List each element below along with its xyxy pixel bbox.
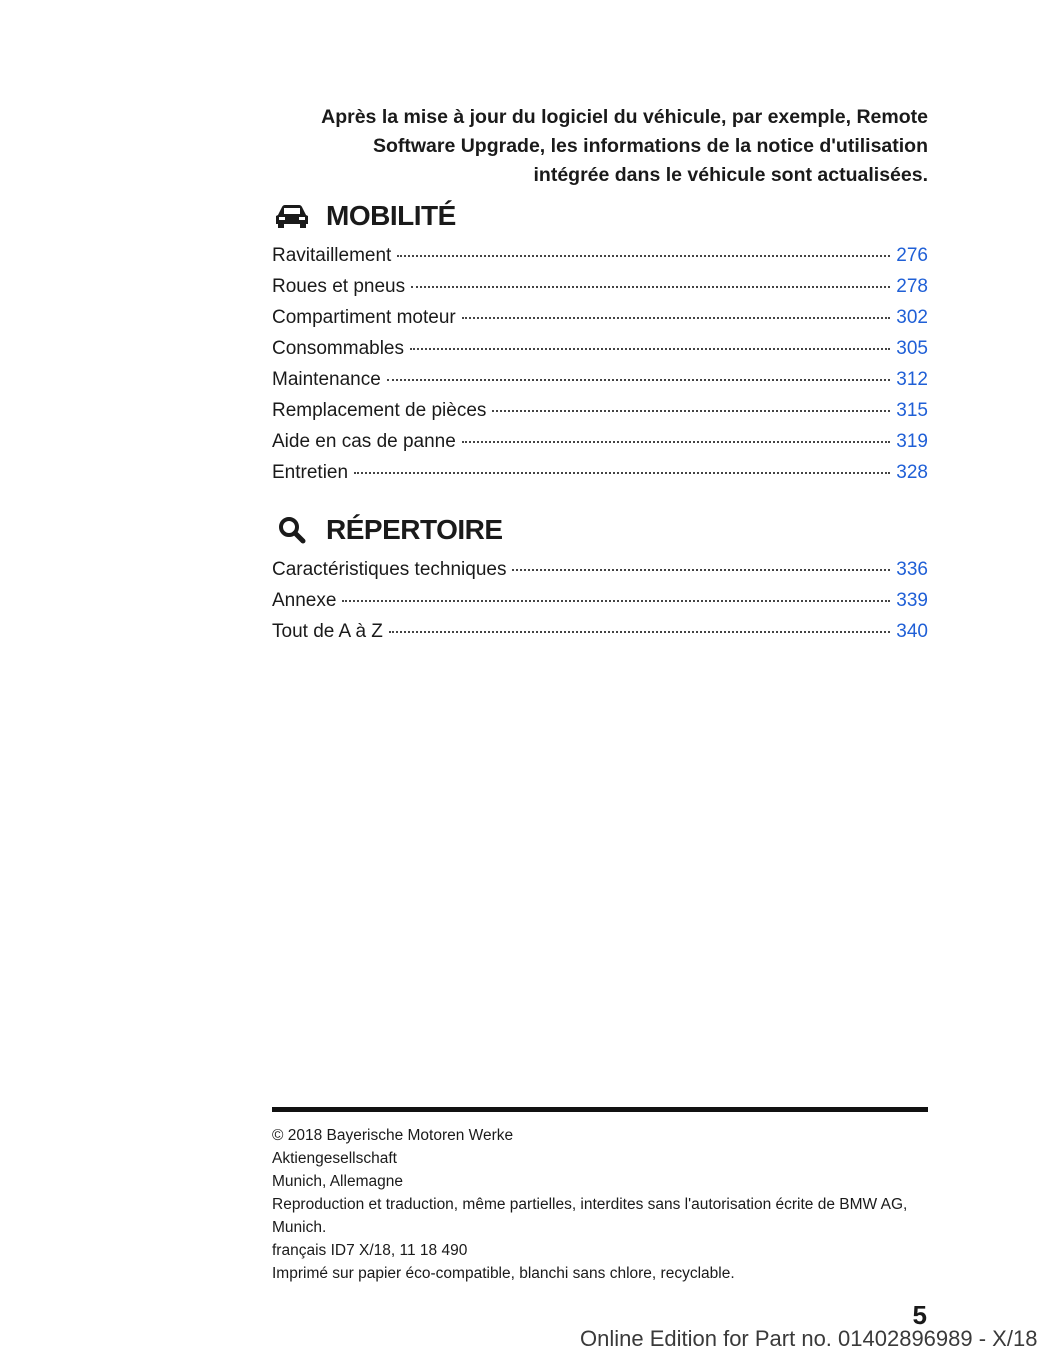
toc-entry-label: Remplacement de pièces <box>272 400 487 421</box>
toc-entry[interactable] <box>272 585 928 616</box>
imprint-line: Munich, Allemagne <box>272 1173 403 1190</box>
footer-watermark: Online Edition for Part no. 01402896989 - X/18 <box>580 1326 1037 1351</box>
toc-page-link[interactable]: 340 <box>896 621 928 642</box>
toc-page-link[interactable]: 319 <box>896 431 928 452</box>
dot-leader <box>410 346 890 350</box>
imprint-line: français ID7 X/18, 11 18 490 <box>272 1242 468 1259</box>
toc-entry-label: Consommables <box>272 338 404 359</box>
page-number: 5 <box>912 1300 927 1330</box>
toc-entry[interactable] <box>272 426 928 457</box>
section-title: RÉPERTOIRE <box>326 514 503 545</box>
toc-entry[interactable] <box>272 333 928 364</box>
intro-line: intégrée dans le véhicule sont actualisées. <box>533 164 928 186</box>
divider-rule <box>272 1107 928 1112</box>
toc-entry-label: Caractéristiques techniques <box>272 559 507 580</box>
section-repertoire <box>272 510 928 647</box>
toc-entry[interactable] <box>272 271 928 302</box>
intro-line: Après la mise à jour du logiciel du véhicule, par exemple, Remote <box>321 106 928 128</box>
toc-entry-label: Annexe <box>272 590 337 611</box>
section-title: MOBILITÉ <box>326 200 456 231</box>
toc-entry-label: Aide en cas de panne <box>272 431 456 452</box>
toc-page-link[interactable]: 305 <box>896 338 928 359</box>
toc-entry-label: Maintenance <box>272 369 381 390</box>
toc-entry[interactable] <box>272 302 928 333</box>
dot-leader <box>342 598 890 602</box>
toc-entry[interactable] <box>272 554 928 585</box>
toc-entry-label: Roues et pneus <box>272 276 406 297</box>
dot-leader <box>462 315 891 319</box>
toc-page-link[interactable]: 339 <box>896 590 928 611</box>
intro-note <box>260 103 928 190</box>
dot-leader <box>462 439 890 443</box>
toc-entry-label: Ravitaillement <box>272 245 392 266</box>
dot-leader <box>387 377 891 381</box>
toc-page-link[interactable]: 302 <box>896 307 928 328</box>
dot-leader <box>492 408 890 412</box>
dot-leader <box>411 284 890 288</box>
dot-leader <box>354 470 890 474</box>
toc-page-link[interactable]: 312 <box>896 369 928 390</box>
imprint-line: Munich. <box>272 1219 327 1236</box>
toc-entry-label: Entretien <box>272 462 349 483</box>
dot-leader <box>512 567 890 571</box>
imprint-block <box>272 1124 928 1285</box>
section-header <box>272 196 928 236</box>
toc-list <box>272 554 928 647</box>
imprint-line: Imprimé sur papier éco-compatible, blanchi sans chlore, recyclable. <box>272 1265 735 1282</box>
dot-leader <box>389 629 890 633</box>
toc-page-link[interactable]: 276 <box>896 245 928 266</box>
toc-page-link[interactable]: 336 <box>896 559 928 580</box>
toc-entry[interactable] <box>272 364 928 395</box>
imprint-line: © 2018 Bayerische Motoren Werke <box>272 1127 514 1144</box>
intro-line: Software Upgrade, les informations de la notice d'utilisation <box>372 135 928 157</box>
car-icon <box>272 199 312 233</box>
toc-page-link[interactable]: 328 <box>896 462 928 483</box>
section-header <box>272 510 928 550</box>
search-icon <box>272 513 312 547</box>
dot-leader <box>397 253 890 257</box>
toc-page-link[interactable]: 315 <box>896 400 928 421</box>
toc-entry[interactable] <box>272 457 928 488</box>
imprint-line: Reproduction et traduction, même partielles, interdites sans l'autorisation écrite de BMW AG, <box>272 1196 908 1213</box>
toc-list <box>272 240 928 488</box>
toc-entry-label: Compartiment moteur <box>272 307 456 328</box>
toc-entry[interactable] <box>272 240 928 271</box>
section-mobilite <box>272 196 928 488</box>
imprint-line: Aktiengesellschaft <box>272 1150 397 1167</box>
toc-page-link[interactable]: 278 <box>896 276 928 297</box>
toc-entry[interactable] <box>272 616 928 647</box>
toc-entry[interactable] <box>272 395 928 426</box>
toc-entry-label: Tout de A à Z <box>272 621 383 642</box>
